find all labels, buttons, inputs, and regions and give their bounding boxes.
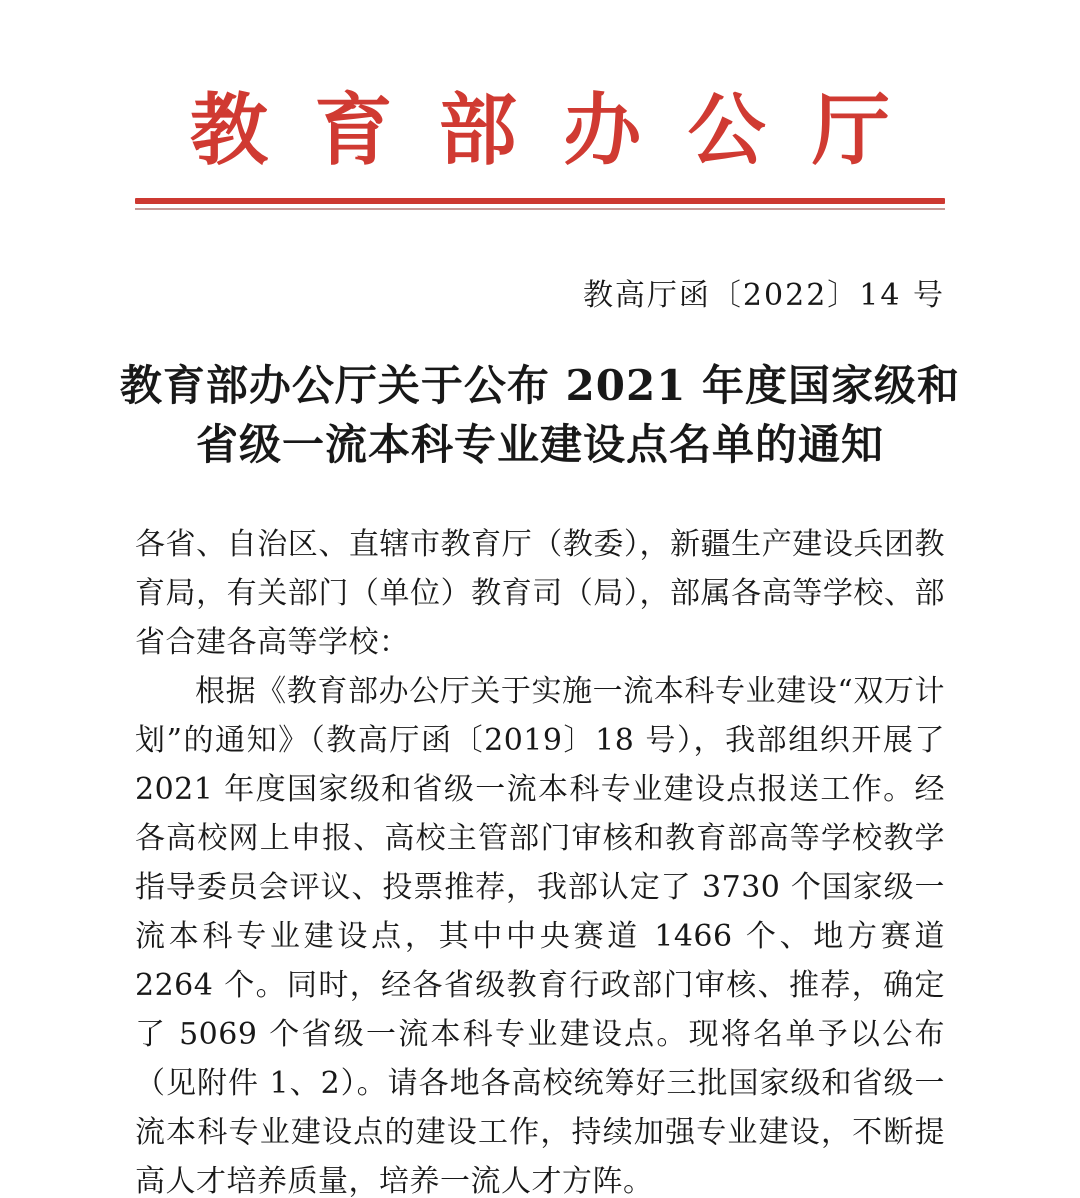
document-body (135, 520, 945, 1198)
divider-thick-line (135, 198, 945, 204)
document-number: 教高厅函〔2022〕14 号 (582, 278, 945, 313)
issuing-agency-name: 教育部办公厅 (190, 85, 890, 176)
letterhead-divider (135, 198, 945, 210)
letterhead (0, 0, 1080, 210)
document-title (100, 356, 980, 474)
salutation-paragraph: 各省、自治区、直辖市教育厅（教委），新疆生产建设兵团教育局，有关部门（单位）教育司（局），部属各高等学校、部省合建各高等学校： (135, 527, 945, 660)
document-title-line-1: 教育部办公厅关于公布 2021 年度国家级和 (119, 361, 961, 410)
divider-thin-line (135, 208, 945, 210)
document-title-line-2: 省级一流本科专业建设点名单的通知 (195, 420, 884, 469)
main-body-paragraph: 根据《教育部办公厅关于实施一流本科专业建设“双万计划”的通知》（教高厅函〔2019〕18 号），我部组织开展了 2021 年度国家级和省级一流本科专业建设点报送工作。经各高校网上申报、高校主管部门审核和教育部高等学校教学指导委员会评议、投票推荐，我部认定了 3730 个国家级一流本科专业建设点，其中中央赛道 1466 个、地方赛道 2264 个。同时，经各省级教育行政部门审核、推荐，确定了 5069 个省级一流本科专业建设点。现将名单予以公布（见附件 1、2）。请各地各高校统筹好三批国家级和省级一流本科专业建设点的建设工作，持续加强专业建设，不断提高人才培养质量，培养一流人才方阵。 (135, 674, 945, 1198)
